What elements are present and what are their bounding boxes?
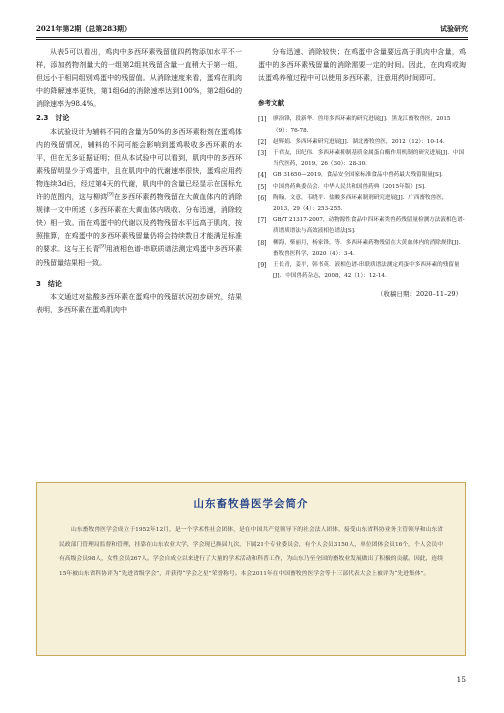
society-intro-title: 山东畜牧兽医学会简介	[193, 498, 309, 510]
reference-number: [3]	[258, 149, 267, 157]
reference-number: [4]	[258, 172, 267, 180]
reference-text: 廖治锋，段新华．兽用多西环素的研究进展[J]．黑龙江畜牧兽医，2015（9）：76-78.	[273, 116, 451, 134]
section-heading-discussion: 2.3 讨论	[36, 114, 70, 123]
reference-number: [8]	[258, 239, 267, 247]
results-paragraph: 从表5可以看出，鸡肉中多西环素残留值四药物添加水平不一样，添加药物剂量大的一组第2组其残留含量一直稍大于第一组，但远小于相同组别鸡蛋中的残留值。从消除速度来看，蛋鸡在肌肉中的降解速率更快，第1组6d的消除速率达到100%，第2组6d的消除速率为98.4%。	[36, 48, 242, 109]
conclusion-paragraph: 本文通过对盐酸多西环素在蛋鸡中的残留状况初步研究，结果表明，多西环素在蛋鸡肌肉中	[36, 292, 242, 314]
right-column	[258, 46, 466, 302]
discussion-paragraph	[36, 126, 242, 270]
header-rule-thin	[36, 39, 468, 40]
journal-issue: 2021年第2期（总第283期）	[36, 24, 131, 33]
discussion-text-b: 在多西环素药物残留在大黄血体内的消除规律一文中所述（多西环素在大黄血体内吸收、分布迅速，消除较快）相一致。而在鸡蛋中的代谢以及药物残留水平远高于肌肉，按照推算，在鸡蛋中的多西环素残留量仍将会持续数日才能满足标准的要求。这与王长青	[36, 193, 243, 254]
reference-number: [6]	[258, 194, 267, 202]
discussion-text-c: 用液相色谱-串联质谱法测定鸡蛋中多西环素的残留量结果相一致。	[36, 245, 242, 267]
reference-number: [5]	[258, 183, 267, 191]
citation-9b: [9]	[99, 245, 106, 251]
references-heading: 参考文献	[258, 99, 284, 108]
reference-item	[258, 148, 466, 170]
section-name: 试验研究	[440, 24, 468, 33]
reference-item	[258, 170, 466, 181]
reference-item	[258, 238, 466, 260]
citation-9a: [9]	[107, 192, 114, 198]
reference-text: 陶翰，文意，韦晓平．盐酸多西环素制剂研究进展[J]．广西畜牧兽医，2013，29（4）：253-255.	[273, 194, 448, 212]
reference-item	[258, 215, 466, 237]
header-rule	[36, 37, 468, 38]
reference-item	[258, 260, 466, 282]
reference-text: 王长青，姜平，韩书英．液相色谱-串联质谱法测定鸡蛋中多西环素的残留量[J]．中国兽药杂志，2008，42（1）：12-14.	[273, 262, 460, 280]
discussion-text: 本试验设计为辅料不同的含量为50%的多西环素粉剂在蛋鸡体内的残留情况，辅料的不同可能会影响到蛋鸡吸收多西环素的水平，但在无多证据证明；但从本试验中可以看到，肌肉中的多西环素残留明显少于鸡蛋中，且在肌肉中的代谢速率很快，蛋鸡应用药物连续3d后，经过第4天的代谢，肌肉中的含量已经显示在国标允许的范围内，这与柳鸿	[36, 127, 242, 202]
conclusion-continued: 分布迅速、消除较快；在鸡蛋中含量要远高于肌肉中含量，鸡蛋中的多西环素残留量的消除需要一定的时间。因此，在肉鸡或淘汰蛋鸡养殖过程中可以使用多西环素，注意用药时间即可。	[258, 48, 466, 83]
reference-text: 于君友，田纪伟．多西环素抑制基质金属蛋白酶作用机制的研究进展[J]．中国当代医药，2019，26（30）：28-30.	[273, 149, 465, 168]
left-column	[36, 46, 242, 317]
reference-number: [9]	[258, 262, 267, 270]
reference-number: [2]	[258, 138, 267, 146]
reference-text: 赵辉娟．多西环素研究进展[J]．湖北畜牧兽医，2012（12）：10-14.	[273, 138, 445, 145]
reference-text: GB/T 21317-2007，动物源性食品中四环素类兽药残留量检测方法液相色谱-质谱质谱法与高效液相色谱法[S].	[273, 217, 465, 235]
received-date: （收稿日期：2020–11–29）	[376, 290, 462, 299]
society-intro-box	[36, 482, 466, 656]
reference-list	[258, 114, 466, 282]
reference-text: 中国兽药典委员会．中华人民共和国兽药典（2015年版）[S].	[273, 183, 426, 190]
page-number: 15	[456, 675, 466, 684]
reference-text: GB 31650—2019，食品安全国家标准食品中兽药最大残留限量[S].	[273, 172, 443, 179]
section-heading-conclusion: 3 结论	[36, 279, 62, 288]
reference-number: [1]	[258, 116, 267, 124]
reference-item	[258, 114, 466, 136]
running-header	[36, 24, 468, 36]
society-intro-body: 山东畜牧兽医学会成立于1952年12月，是一个学术性社会团体，是在中国共产党领导下的社会法人团体，接受山东省科协业务主管领导和山东省民政部门管理局监督和管理，挂靠在山东农业大学，学会现已换届九次，下属21个专业委员会，有个人会员3150人，单位团体会员16个，个人会员中有高级会员98人，女性会员267人。学会自成立以来进行了大量的学术活动和科普工作，为山东乃至全国的畜牧业发展做出了积极的贡献。因此，连续15年被山东省科协评为“先进省级学会”，并获得“学会之星”荣誉称号。本会2011年在中国畜牧兽医学会等十三部代表大会上被评为“先进集体”。	[59, 527, 443, 577]
reference-item	[258, 137, 466, 148]
reference-item	[258, 193, 466, 215]
reference-item	[258, 182, 466, 193]
reference-text: 柳海，柴丽月，杨家锋，等．多西环素药物残留在大黄血体内的消除规律[J]．畜牧兽医科学，2020（4）：3-4.	[273, 239, 465, 257]
reference-number: [7]	[258, 217, 267, 225]
